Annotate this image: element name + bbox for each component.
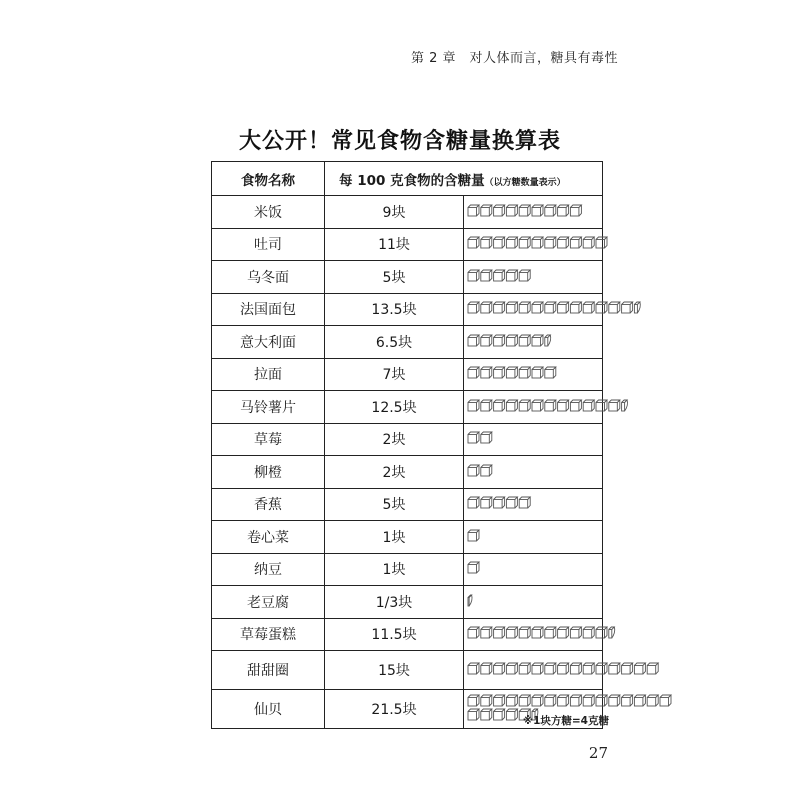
sugar-cube-icon bbox=[583, 237, 594, 248]
food-name: 甜甜圈 bbox=[212, 651, 325, 690]
sugar-cube-icon bbox=[494, 709, 505, 720]
sugar-cube-graphic bbox=[464, 293, 603, 326]
sugar-cube-icon bbox=[660, 695, 671, 706]
col-header-sugar-label: 每 100 克食物的含糖量 bbox=[339, 172, 485, 189]
sugar-cube-icon bbox=[545, 302, 556, 313]
sugar-amount: 1/3块 bbox=[325, 586, 464, 619]
sugar-amount: 7块 bbox=[325, 358, 464, 391]
sugar-cube-graphic bbox=[464, 423, 603, 456]
sugar-cube-icon bbox=[570, 627, 581, 638]
sugar-cube-row bbox=[467, 561, 676, 577]
table-row bbox=[212, 358, 603, 391]
sugar-cube-icon bbox=[481, 400, 492, 411]
sugar-cube-icon bbox=[506, 302, 517, 313]
table-row bbox=[212, 391, 603, 424]
sugar-cube-icon bbox=[558, 695, 569, 706]
running-header: 第 2 章 对人体而言，糖具有毒性 bbox=[410, 51, 618, 66]
sugar-cube-icon bbox=[545, 695, 556, 706]
sugar-cube-icon bbox=[506, 695, 517, 706]
sugar-cube-row bbox=[467, 594, 676, 610]
table-row bbox=[212, 521, 603, 554]
sugar-cube-row bbox=[467, 464, 676, 480]
sugar-cube-icon bbox=[481, 237, 492, 248]
sugar-cube-icon bbox=[494, 663, 505, 674]
sugar-cube-icon bbox=[506, 709, 517, 720]
sugar-cube-icon bbox=[583, 627, 594, 638]
food-name: 草莓蛋糕 bbox=[212, 618, 325, 651]
sugar-cube-icon bbox=[558, 205, 569, 216]
food-name: 老豆腐 bbox=[212, 586, 325, 619]
sugar-cube-row bbox=[467, 496, 676, 512]
sugar-cube-icon bbox=[583, 302, 594, 313]
sugar-amount: 6.5块 bbox=[325, 326, 464, 359]
sugar-cube-icon bbox=[494, 627, 505, 638]
sugar-cube-icon bbox=[596, 302, 607, 313]
sugar-amount: 13.5块 bbox=[325, 293, 464, 326]
sugar-table bbox=[211, 161, 603, 729]
sugar-amount: 11.5块 bbox=[325, 618, 464, 651]
sugar-cube-icon bbox=[468, 562, 479, 573]
sugar-cube-icon bbox=[634, 302, 640, 313]
sugar-cube-row bbox=[467, 529, 676, 545]
sugar-cube-graphic bbox=[464, 618, 603, 651]
sugar-cube-icon bbox=[532, 400, 543, 411]
table-row bbox=[212, 586, 603, 619]
sugar-cube-icon bbox=[519, 237, 530, 248]
sugar-cube-icon bbox=[519, 367, 530, 378]
sugar-cube-row bbox=[467, 236, 676, 252]
sugar-amount: 11块 bbox=[325, 228, 464, 261]
sugar-cube-icon bbox=[596, 627, 607, 638]
sugar-cube-icon bbox=[558, 237, 569, 248]
sugar-cube-icon bbox=[468, 627, 479, 638]
sugar-cube-row bbox=[467, 662, 676, 678]
sugar-cube-icon bbox=[634, 663, 645, 674]
sugar-cube-icon bbox=[481, 335, 492, 346]
sugar-cube-icon bbox=[506, 663, 517, 674]
sugar-cube-icon bbox=[622, 302, 633, 313]
sugar-cube-icon bbox=[481, 627, 492, 638]
sugar-cube-icon bbox=[519, 302, 530, 313]
sugar-amount: 2块 bbox=[325, 456, 464, 489]
table-row bbox=[212, 456, 603, 489]
food-name: 香蕉 bbox=[212, 488, 325, 521]
sugar-cube-icon bbox=[481, 205, 492, 216]
sugar-cube-icon bbox=[609, 627, 615, 638]
sugar-cube-icon bbox=[622, 695, 633, 706]
sugar-cube-icon bbox=[494, 270, 505, 281]
sugar-cube-icon bbox=[570, 695, 581, 706]
table-row bbox=[212, 261, 603, 294]
sugar-cube-icon bbox=[558, 302, 569, 313]
sugar-cube-icon bbox=[570, 663, 581, 674]
table-row bbox=[212, 228, 603, 261]
sugar-cube-row bbox=[467, 399, 676, 415]
sugar-cube-icon bbox=[532, 367, 543, 378]
footnote: ※1块方糖=4克糖 bbox=[522, 715, 609, 727]
sugar-cube-icon bbox=[519, 663, 530, 674]
sugar-cube-icon bbox=[545, 663, 556, 674]
sugar-cube-icon bbox=[468, 595, 472, 606]
sugar-cube-icon bbox=[519, 205, 530, 216]
sugar-cube-icon bbox=[506, 270, 517, 281]
sugar-cube-graphic bbox=[464, 391, 603, 424]
sugar-cube-row bbox=[467, 269, 676, 285]
sugar-cube-icon bbox=[494, 237, 505, 248]
sugar-cube-icon bbox=[622, 663, 633, 674]
sugar-cube-icon bbox=[468, 400, 479, 411]
sugar-cube-icon bbox=[494, 695, 505, 706]
sugar-cube-icon bbox=[583, 663, 594, 674]
sugar-cube-graphic bbox=[464, 521, 603, 554]
sugar-cube-row bbox=[467, 334, 676, 350]
sugar-cube-icon bbox=[481, 367, 492, 378]
sugar-cube-icon bbox=[506, 400, 517, 411]
sugar-cube-icon bbox=[545, 400, 556, 411]
sugar-amount: 21.5块 bbox=[325, 690, 464, 729]
sugar-cube-icon bbox=[481, 497, 492, 508]
sugar-cube-icon bbox=[570, 400, 581, 411]
sugar-cube-graphic bbox=[464, 228, 603, 261]
sugar-cube-icon bbox=[506, 497, 517, 508]
sugar-cube-row bbox=[467, 301, 676, 317]
sugar-cube-icon bbox=[519, 335, 530, 346]
food-name: 米饭 bbox=[212, 196, 325, 229]
sugar-cube-icon bbox=[532, 695, 543, 706]
sugar-cube-icon bbox=[570, 205, 581, 216]
sugar-amount: 9块 bbox=[325, 196, 464, 229]
sugar-amount: 5块 bbox=[325, 488, 464, 521]
sugar-cube-icon bbox=[583, 695, 594, 706]
sugar-cube-icon bbox=[494, 335, 505, 346]
sugar-amount: 5块 bbox=[325, 261, 464, 294]
table-header-row bbox=[212, 162, 603, 196]
table-row bbox=[212, 651, 603, 690]
sugar-cube-icon bbox=[481, 465, 492, 476]
sugar-cube-icon bbox=[468, 530, 479, 541]
sugar-amount: 12.5块 bbox=[325, 391, 464, 424]
sugar-cube-icon bbox=[468, 465, 479, 476]
table-row bbox=[212, 326, 603, 359]
sugar-cube-icon bbox=[506, 367, 517, 378]
sugar-cube-icon bbox=[634, 695, 645, 706]
sugar-cube-icon bbox=[468, 695, 479, 706]
sugar-cube-graphic bbox=[464, 651, 603, 690]
sugar-cube-icon bbox=[468, 270, 479, 281]
food-name: 卷心菜 bbox=[212, 521, 325, 554]
food-name: 拉面 bbox=[212, 358, 325, 391]
sugar-cube-icon bbox=[532, 205, 543, 216]
sugar-cube-icon bbox=[558, 400, 569, 411]
table-row bbox=[212, 423, 603, 456]
sugar-cube-icon bbox=[468, 432, 479, 443]
sugar-cube-icon bbox=[481, 663, 492, 674]
sugar-cube-icon bbox=[519, 627, 530, 638]
col-header-note: （以方糖数量表示） bbox=[484, 177, 566, 188]
sugar-cube-icon bbox=[596, 237, 607, 248]
sugar-amount: 15块 bbox=[325, 651, 464, 690]
sugar-cube-graphic bbox=[464, 456, 603, 489]
table-row bbox=[212, 293, 603, 326]
sugar-cube-row bbox=[467, 431, 676, 447]
sugar-cube-icon bbox=[506, 237, 517, 248]
food-name: 法国面包 bbox=[212, 293, 325, 326]
sugar-cube-icon bbox=[609, 400, 620, 411]
sugar-cube-icon bbox=[609, 663, 620, 674]
sugar-cube-icon bbox=[506, 335, 517, 346]
col-header-sugar bbox=[325, 162, 603, 196]
sugar-cube-icon bbox=[468, 302, 479, 313]
food-name: 乌冬面 bbox=[212, 261, 325, 294]
sugar-cube-icon bbox=[468, 663, 479, 674]
sugar-cube-icon bbox=[609, 695, 620, 706]
sugar-cube-icon bbox=[481, 709, 492, 720]
food-name: 柳橙 bbox=[212, 456, 325, 489]
sugar-cube-icon bbox=[596, 400, 607, 411]
sugar-cube-graphic bbox=[464, 358, 603, 391]
sugar-cube-icon bbox=[609, 302, 620, 313]
table-row bbox=[212, 618, 603, 651]
sugar-cube-icon bbox=[545, 237, 556, 248]
sugar-cube-icon bbox=[519, 270, 530, 281]
sugar-cube-icon bbox=[545, 627, 556, 638]
sugar-cube-icon bbox=[468, 205, 479, 216]
sugar-cube-row bbox=[467, 626, 676, 642]
sugar-cube-icon bbox=[468, 367, 479, 378]
col-header-food: 食物名称 bbox=[212, 162, 325, 196]
food-name: 仙贝 bbox=[212, 690, 325, 729]
page-number: 27 bbox=[588, 744, 608, 762]
sugar-cube-icon bbox=[558, 663, 569, 674]
table-row bbox=[212, 488, 603, 521]
sugar-cube-icon bbox=[494, 205, 505, 216]
food-name: 纳豆 bbox=[212, 553, 325, 586]
sugar-cube-icon bbox=[596, 663, 607, 674]
sugar-cube-row bbox=[467, 366, 676, 382]
sugar-cube-icon bbox=[647, 663, 658, 674]
sugar-cube-icon bbox=[468, 237, 479, 248]
food-name: 意大利面 bbox=[212, 326, 325, 359]
sugar-cube-icon bbox=[468, 709, 479, 720]
sugar-cube-graphic bbox=[464, 326, 603, 359]
sugar-cube-row bbox=[467, 204, 676, 220]
sugar-cube-icon bbox=[494, 400, 505, 411]
sugar-cube-icon bbox=[481, 695, 492, 706]
sugar-cube-icon bbox=[481, 302, 492, 313]
sugar-cube-graphic bbox=[464, 488, 603, 521]
food-name: 草莓 bbox=[212, 423, 325, 456]
sugar-cube-icon bbox=[596, 695, 607, 706]
sugar-cube-icon bbox=[545, 205, 556, 216]
sugar-cube-icon bbox=[558, 627, 569, 638]
sugar-cube-icon bbox=[647, 695, 658, 706]
sugar-cube-icon bbox=[570, 302, 581, 313]
sugar-cube-graphic bbox=[464, 553, 603, 586]
sugar-cube-icon bbox=[519, 695, 530, 706]
sugar-cube-icon bbox=[532, 663, 543, 674]
sugar-cube-icon bbox=[494, 302, 505, 313]
sugar-amount: 1块 bbox=[325, 553, 464, 586]
sugar-cube-icon bbox=[532, 627, 543, 638]
table-row bbox=[212, 553, 603, 586]
sugar-cube-icon bbox=[506, 627, 517, 638]
sugar-cube-icon bbox=[481, 432, 492, 443]
table-body bbox=[212, 196, 603, 729]
table-row bbox=[212, 196, 603, 229]
sugar-cube-icon bbox=[494, 367, 505, 378]
sugar-cube-graphic bbox=[464, 261, 603, 294]
sugar-cube-icon bbox=[532, 335, 543, 346]
sugar-amount: 2块 bbox=[325, 423, 464, 456]
sugar-cube-icon bbox=[481, 270, 492, 281]
food-name: 吐司 bbox=[212, 228, 325, 261]
sugar-cube-icon bbox=[519, 497, 530, 508]
sugar-cube-graphic bbox=[464, 586, 603, 619]
sugar-cube-icon bbox=[532, 237, 543, 248]
sugar-cube-icon bbox=[494, 497, 505, 508]
sugar-cube-icon bbox=[519, 400, 530, 411]
sugar-cube-icon bbox=[583, 400, 594, 411]
sugar-cube-icon bbox=[532, 302, 543, 313]
sugar-cube-icon bbox=[545, 367, 556, 378]
sugar-cube-icon bbox=[570, 237, 581, 248]
page-title: 大公开！常见食物含糖量换算表 bbox=[238, 129, 561, 154]
sugar-cube-icon bbox=[545, 335, 551, 346]
sugar-amount: 1块 bbox=[325, 521, 464, 554]
sugar-cube-icon bbox=[622, 400, 628, 411]
sugar-cube-icon bbox=[468, 335, 479, 346]
sugar-cube-icon bbox=[506, 205, 517, 216]
sugar-cube-icon bbox=[468, 497, 479, 508]
sugar-cube-graphic bbox=[464, 196, 603, 229]
food-name: 马铃薯片 bbox=[212, 391, 325, 424]
